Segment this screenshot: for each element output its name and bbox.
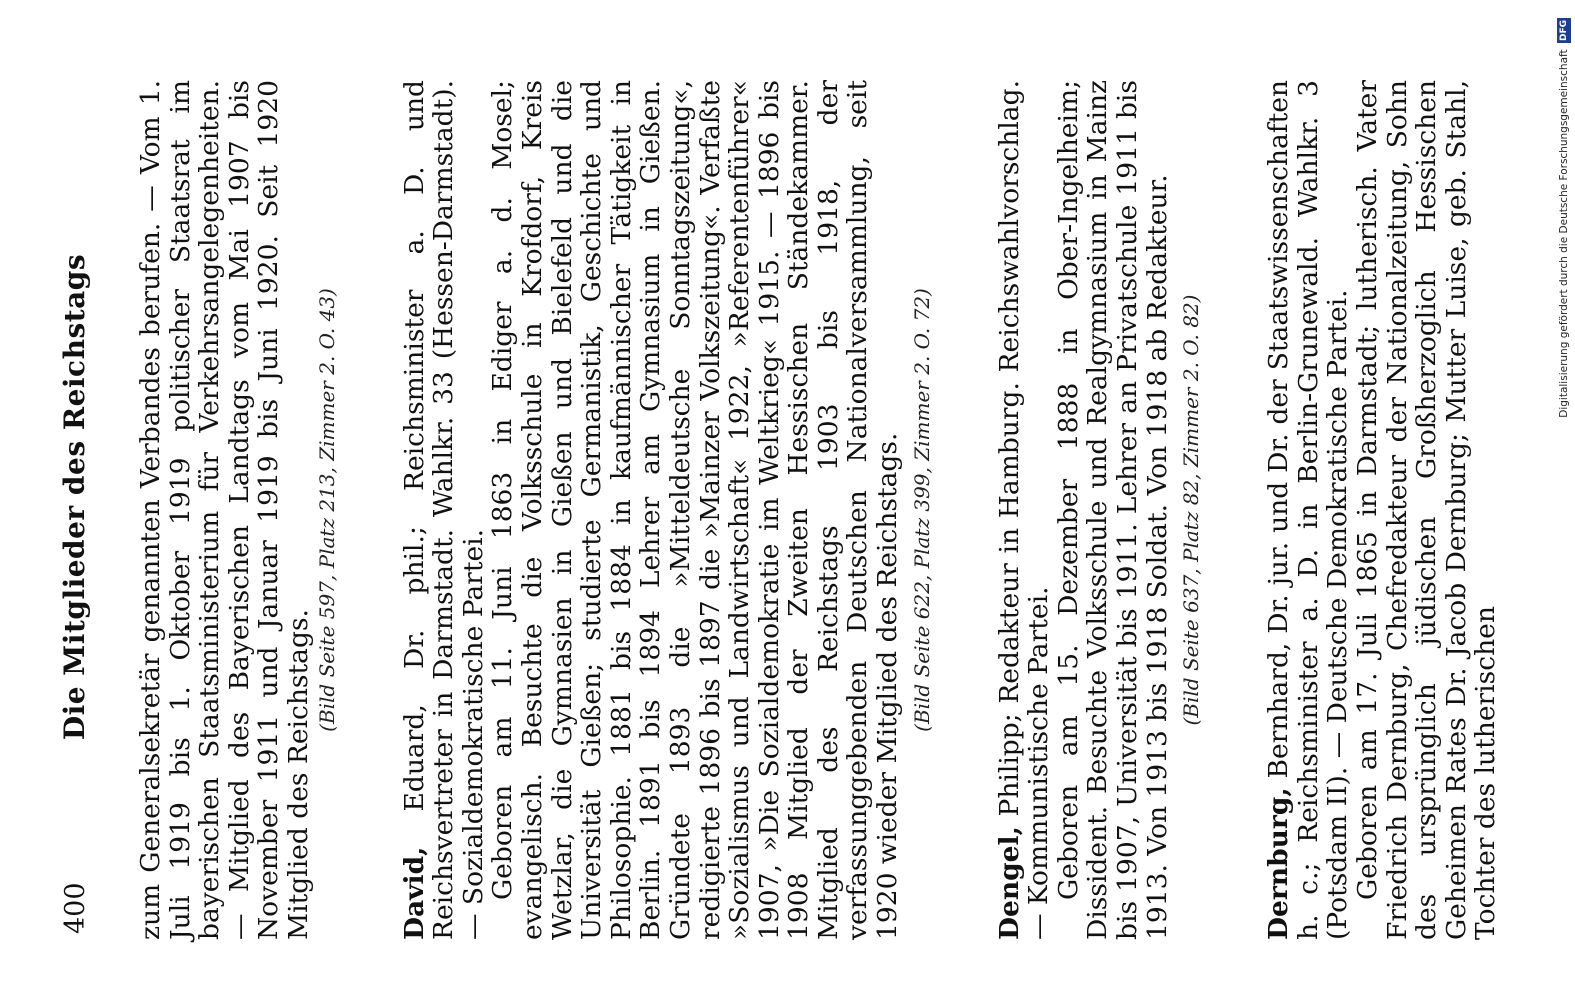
entry-name: Dernburg,: [1263, 787, 1295, 940]
entry-heading-text: Eduard, Dr. phil.; Reichsminister a. D. und Reichsvertreter in Darmstadt. Wahlkr. 33 (Hessen-Darmstadt). — Sozialdemokratische Partei.: [398, 80, 489, 940]
running-title: Die Mitglieder des Reichstags: [58, 253, 91, 741]
dfg-logo-icon: DFG: [1559, 20, 1569, 42]
entry-dernburg-heading: [1264, 80, 1353, 940]
entry-name: David,: [398, 846, 430, 940]
entry-heading-text: Philipp; Redakteur in Hamburg. Reichswahlvorschlag. — Kommunistische Partei.: [993, 80, 1055, 940]
entry-heading-text: Bernhard, Dr. jur. und Dr. der Staatswissenschaften h. c.; Reichsminister a. D. in Berlin-Grunewald. Wahlkr. 3 (Potsdam II). — Deutsche Demokratische Partei.: [1263, 80, 1354, 940]
funding-notice: [1553, 0, 1575, 1000]
funding-notice-text: Digitalisierung gefördert durch die Deutsche Forschungsgemeinschaft: [1558, 49, 1570, 418]
entry-dernburg-biography: Geboren am 17. Juli 1865 in Darmstadt; lutherisch. Vater Friedrich Dernburg, Chefredakteur der Nationalzeitung, Sohn des ursprünglich jüdischen Großherzoglich Hessischen Geheimen Rates Dr. Jacob Dernburg; Mutter Luise, geb. Stahl, Tochter des lutherischen: [1352, 80, 1502, 940]
page-body: [136, 80, 1501, 940]
page-number: 400: [60, 882, 91, 934]
entry-name: Dengel,: [993, 826, 1025, 940]
image-reference-caption: (Bild Seite 622, Platz 399, Zimmer 2. O. 72): [909, 288, 934, 732]
entry-david-biography: Geboren am 11. Juni 1863 in Ediger a. d. Mosel; evangelisch. Besuchte die Volksschule in Krofdorf, Kreis Wetzlar, die Gymnasien in Gießen und Bielefeld und die Universität Gießen; studierte Germanistik, Geschichte und Philosophie. 1881 bis 1884 in kaufmännischer Tätigkeit in Berlin. 1891 bis 1894 Lehrer am Gymnasium in Gießen. Gründete 1893 die »Mitteldeutsche Sonntagszeitung«, redigierte 1896 bis 1897 die »Mainzer Volkszeitung«. Verfaßte »Sozialismus und Landwirtschaft« 1922, »Referentenführer« 1907, »Die Sozialdemokratie im Weltkrieg« 1915. — 1896 bis 1908 Mitglied der Zweiten Hessischen Ständekammer. Mitglied des Reichstags 1903 bis 1918, der verfassunggebenden Deutschen Nationalversammlung, seit 1920 wieder Mitglied des Reichstags.: [487, 80, 904, 940]
image-reference-caption: (Bild Seite 637, Platz 82, Zimmer 2. O. 82): [1179, 294, 1204, 726]
entry-dengel-biography: Geboren am 15. Dezember 1888 in Ober-Ingelheim; Dissident. Besuchte Volksschule und Realgymnasium in Mainz bis 1907, Universität bis 1911. Lehrer an Privatschule 1911 bis 1913. Von 1913 bis 1918 Soldat. Von 1918 ab Redakteur.: [1052, 80, 1173, 940]
entry-continuation-text: zum Generalsekretär genannten Verbandes berufen. — Vom 1. Juli 1919 bis 1. Oktober 1919 politischer Staatsrat im bayerischen Staatsministerium für Verkehrsangelegenheiten. — Mitglied des Bayerischen Landtags vom Mai 1907 bis November 1911 und Januar 1919 bis Juni 1920. Seit 1920 Mitglied des Reichstags.: [135, 80, 314, 940]
page-header: [58, 60, 98, 934]
image-reference-caption: (Bild Seite 597, Platz 213, Zimmer 2. O. 43): [314, 288, 339, 732]
entry-david-heading: [400, 80, 489, 940]
entry-dengel-heading: [995, 80, 1054, 940]
